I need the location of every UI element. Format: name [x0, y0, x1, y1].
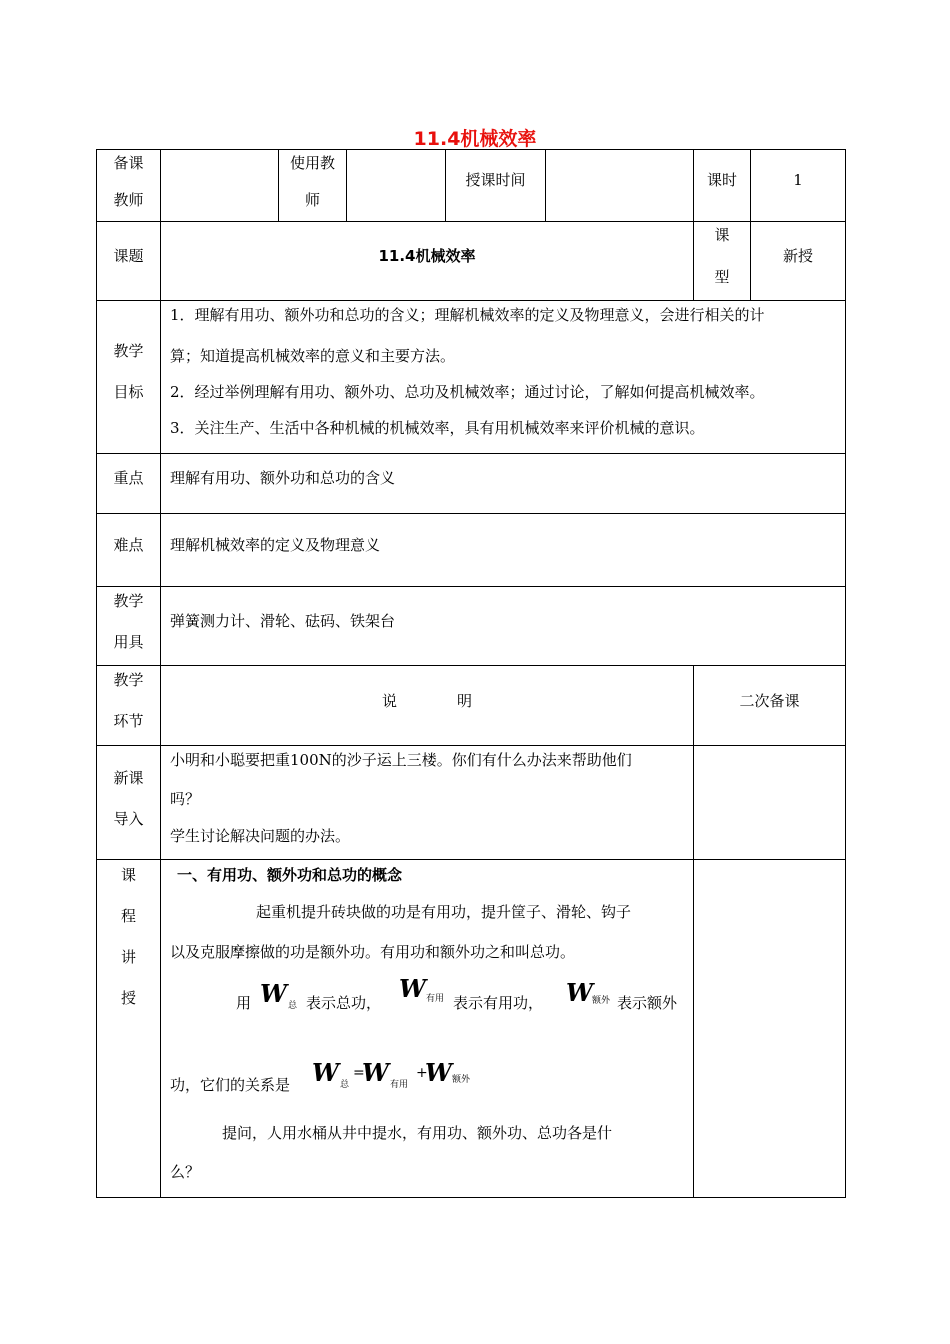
relation-w-useful: W [362, 1058, 389, 1087]
key-point-value: 理解有用功、额外功和总功的含义 [170, 469, 396, 487]
tools-label-line2: 用具 [113, 633, 144, 651]
key-point-label: 重点 [113, 469, 144, 487]
w-extra-symbol: W [566, 978, 593, 1007]
second-prep-header: 二次备课 [739, 692, 800, 710]
using-teacher-label-line1: 使用教 [289, 154, 335, 172]
relation-sub-extra: 额外 [452, 1075, 471, 1085]
using-teacher-label-line2: 师 [304, 191, 320, 209]
teach-time-label: 授课时间 [465, 171, 526, 189]
lecture-para-line-2: 以及克服摩擦做的功是额外功。有用功和额外功之和叫总功。 [170, 943, 576, 961]
type-label-line2: 型 [714, 268, 730, 286]
intro-line-3: 学生讨论解决问题的办法。 [170, 827, 351, 845]
type-value: 新授 [782, 247, 813, 265]
relation-sub-useful: 有用 [390, 1080, 409, 1090]
section-label-line1: 教学 [113, 671, 144, 689]
hours-label: 课时 [706, 171, 737, 189]
objective-line-4: 3．关注生产、生活中各种机械的机械效率，具有用机械效率来评价机械的意识。 [170, 419, 705, 437]
topic-label: 课题 [113, 247, 144, 265]
objectives-label-line1: 教学 [113, 342, 144, 360]
description-header: 说 明 [381, 692, 472, 710]
question-line-2: 么？ [170, 1163, 201, 1181]
prep-teacher-label-line1: 备课 [113, 154, 144, 172]
objectives-label-line2: 目标 [113, 383, 144, 401]
w-useful-subscript: 有用 [426, 994, 445, 1004]
relation-w-total: W [312, 1058, 339, 1087]
lecture-label-char-1: 课 [120, 866, 136, 884]
objective-line-2: 算；知道提高机械效率的意义和主要方法。 [170, 347, 456, 365]
objective-line-3: 2．经过举例理解有用功、额外功、总功及机械效率；通过讨论，了解如何提高机械效率。 [170, 383, 765, 401]
relation-prefix: 功，它们的关系是 [170, 1076, 291, 1094]
hours-value: 1 [793, 171, 803, 189]
tools-label-line1: 教学 [113, 592, 144, 610]
lecture-heading: 一、有用功、额外功和总功的概念 [177, 866, 403, 884]
formula-text-extra: 表示额外 [617, 994, 678, 1012]
tools-value: 弹簧测力计、滑轮、砝码、铁架台 [170, 612, 396, 630]
lecture-label-char-2: 程 [120, 907, 136, 925]
type-label-line1: 课 [714, 226, 730, 244]
lecture-para-line-1: 起重机提升砖块做的功是有用功，提升筐子、滑轮、钩子 [256, 903, 632, 921]
lecture-label-char-3: 讲 [120, 948, 136, 966]
topic-value: 11.4机械效率 [378, 247, 476, 265]
relation-w-extra: W [425, 1058, 452, 1087]
w-total-symbol: W [260, 979, 287, 1008]
difficulty-value: 理解机械效率的定义及物理意义 [170, 536, 381, 554]
w-total-subscript: 总 [288, 1001, 298, 1011]
lecture-label-char-4: 授 [120, 989, 136, 1007]
w-useful-symbol: W [399, 974, 426, 1003]
intro-label-line1: 新课 [113, 769, 144, 787]
difficulty-label: 难点 [113, 536, 144, 554]
section-label-line2: 环节 [113, 712, 144, 730]
formula-text-use: 用 [236, 994, 252, 1012]
prep-teacher-label-line2: 教师 [113, 191, 144, 209]
intro-label-line2: 导入 [113, 810, 144, 828]
intro-line-1: 小明和小聪要把重100N的沙子运上三楼。你们有什么办法来帮助他们 [170, 751, 632, 769]
relation-equals: = [353, 1065, 365, 1081]
intro-line-2: 吗？ [170, 790, 201, 808]
question-line-1: 提问，人用水桶从井中提水，有用功、额外功、总功各是什 [222, 1124, 613, 1142]
relation-sub-total: 总 [340, 1080, 350, 1090]
document-title: 11.4机械效率 [413, 128, 537, 150]
formula-text-total: 表示总功， [306, 994, 382, 1012]
formula-text-useful: 表示有用功， [453, 994, 544, 1012]
w-extra-subscript: 额外 [592, 996, 611, 1006]
objective-line-1: 1．理解有用功、额外功和总功的含义；理解机械效率的定义及物理意义，会进行相关的计 [170, 306, 765, 324]
relation-plus: + [416, 1065, 428, 1081]
